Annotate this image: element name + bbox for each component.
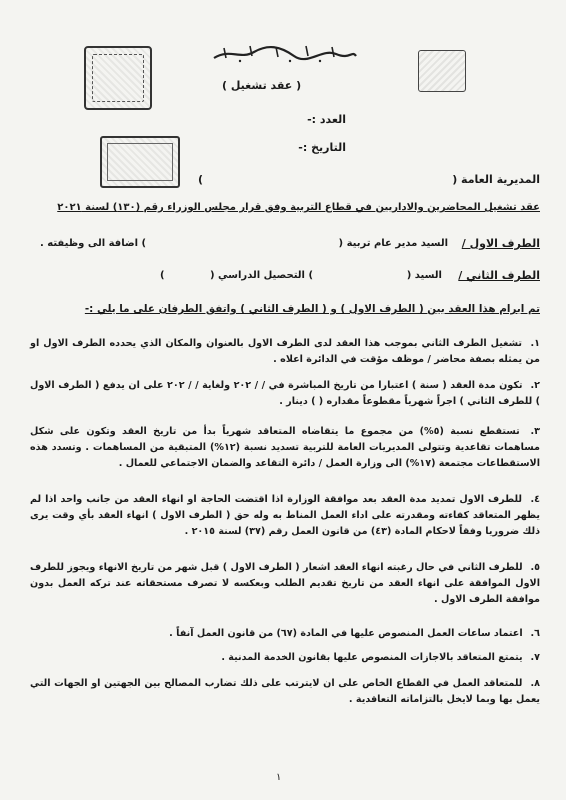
directorate-label: المديرية العامة ( bbox=[452, 173, 540, 186]
official-stamp-right bbox=[418, 50, 466, 92]
directorate-close-paren: ) bbox=[198, 173, 204, 186]
clause-text: اعتماد ساعات العمل المنصوص عليها في المادة (٦٧) من قانون العمل آنفاً . bbox=[169, 628, 523, 639]
agreement-intro: تم ابرام هذا العقد بين ( الطرف الاول ) و ( الطرف الثاني ) واتفق الطرفان على ما يلي :- bbox=[84, 303, 540, 315]
clause-number: ٤. bbox=[530, 494, 540, 505]
clause-number: ٨. bbox=[530, 678, 540, 689]
clause-number: ٥. bbox=[530, 562, 541, 573]
clause-2 bbox=[30, 378, 540, 410]
main-title: عقد تشغيل المحاضرين والاداريين في قطاع التربية وفق قرار مجلس الوزراء رقم (١٣٠) لسنة ٢٠٢١ bbox=[57, 202, 540, 213]
clause-text: للطرف الاول تمديد مدة العقد بعد موافقة الوزارة اذا اقتضت الحاجة او انهاء العقد من جانب واحد اذا لم يظهر المتعاقد كفاءته ومقدرته على اداء العمل المناط به وله حق ( الطرف الاول ) انهاء العقد بأي وقت يرى ذلك ضروريا وفقاً لاحكام المادة (٤٣) من قانون العمل رقم (٣٧) لسنة ٢٠١٥ . bbox=[30, 494, 540, 537]
clause-4 bbox=[30, 492, 540, 540]
clause-text: يتمتع المتعاقد بالاجازات المنصوص عليها بقانون الخدمة المدنية . bbox=[221, 652, 523, 663]
clause-number: ٧. bbox=[530, 652, 540, 663]
second-party-text: السيد ( bbox=[406, 270, 442, 281]
first-party-suffix: ) اضافة الى وظيفته . bbox=[40, 238, 147, 249]
clause-text: للمتعاقد العمل في القطاع الخاص على ان لايترتب على ذلك تضارب المصالح بين الجهتين او الجهات التي يعمل بها وبما لايخل بالتزاماته التعاقدية . bbox=[30, 678, 540, 705]
clause-text: تشغيل الطرف الثاني بموجب هذا العقد لدى الطرف الاول بالعنوان والمكان الذي يحدده الطرف الاول او من يمثله بصفة محاضر / موظف مؤقت في الدائرة اعلاه . bbox=[30, 338, 540, 365]
second-party-close-paren: ) bbox=[160, 270, 165, 281]
contract-title: ( عقد تشغيل ) bbox=[222, 79, 302, 92]
clause-text: للطرف الثاني في حال رغبته انهاء العقد اشعار ( الطرف الاول ) قبل شهر من تاريخ الانهاء ويجوز للطرف الاول الموافقة على انهاء العقد من تاريخ تقديم الطلب وبعكسه لا تصرف مستحقاته عند تركه العمل بدون موافقة الطرف الاول . bbox=[30, 562, 540, 605]
clause-3 bbox=[30, 424, 540, 472]
first-party-label: الطرف الاول / bbox=[461, 237, 540, 250]
clause-8 bbox=[30, 676, 540, 708]
clause-text: تكون مدة العقد ( سنة ) اعتبارا من تاريخ المباشرة في / / ٢٠٢ ولغاية / / ٢٠٢ على ان يدفع ( الطرف الاول ) للطرف الثاني ) اجراً شهرياً مقطوعاً مقداره ( ) دينار . bbox=[30, 380, 540, 407]
clause-number: ٣. bbox=[530, 426, 541, 437]
official-stamp-bottom bbox=[100, 136, 180, 188]
clause-5 bbox=[30, 560, 540, 608]
page-number: ١ bbox=[276, 772, 282, 783]
clause-6 bbox=[30, 626, 540, 642]
first-party-text: السيد مدير عام تربية ( bbox=[338, 238, 448, 249]
official-stamp-left bbox=[84, 46, 152, 110]
date-label: التاريخ :- bbox=[298, 141, 346, 154]
clause-number: ١. bbox=[530, 338, 541, 349]
second-party-label: الطرف الثاني / bbox=[458, 269, 540, 282]
clause-number: ٦. bbox=[530, 628, 540, 639]
clause-1 bbox=[30, 336, 540, 368]
second-party-education: ) التحصيل الدراسي ( bbox=[210, 270, 314, 281]
clause-number: ٢. bbox=[530, 380, 541, 391]
number-label: العدد :- bbox=[307, 113, 346, 126]
clause-7 bbox=[30, 650, 540, 666]
clause-text: تستقطع نسبة (٥%) من مجموع ما يتقاضاه المتعاقد شهرياً بدأ من تاريخ العقد وتكون على شكل مساهمات تقاعدية وتتولى المديريات العامة للتربية تسديد نسبة (١٢%) المتبقية من المساهمات . وتسدد هذه الاستقطاعات مجتمعة (١٧%) الى وزارة العمل / دائرة التقاعد والضمان الاجتماعي للعمال . bbox=[30, 426, 540, 469]
basmala-calligraphy bbox=[210, 42, 360, 64]
